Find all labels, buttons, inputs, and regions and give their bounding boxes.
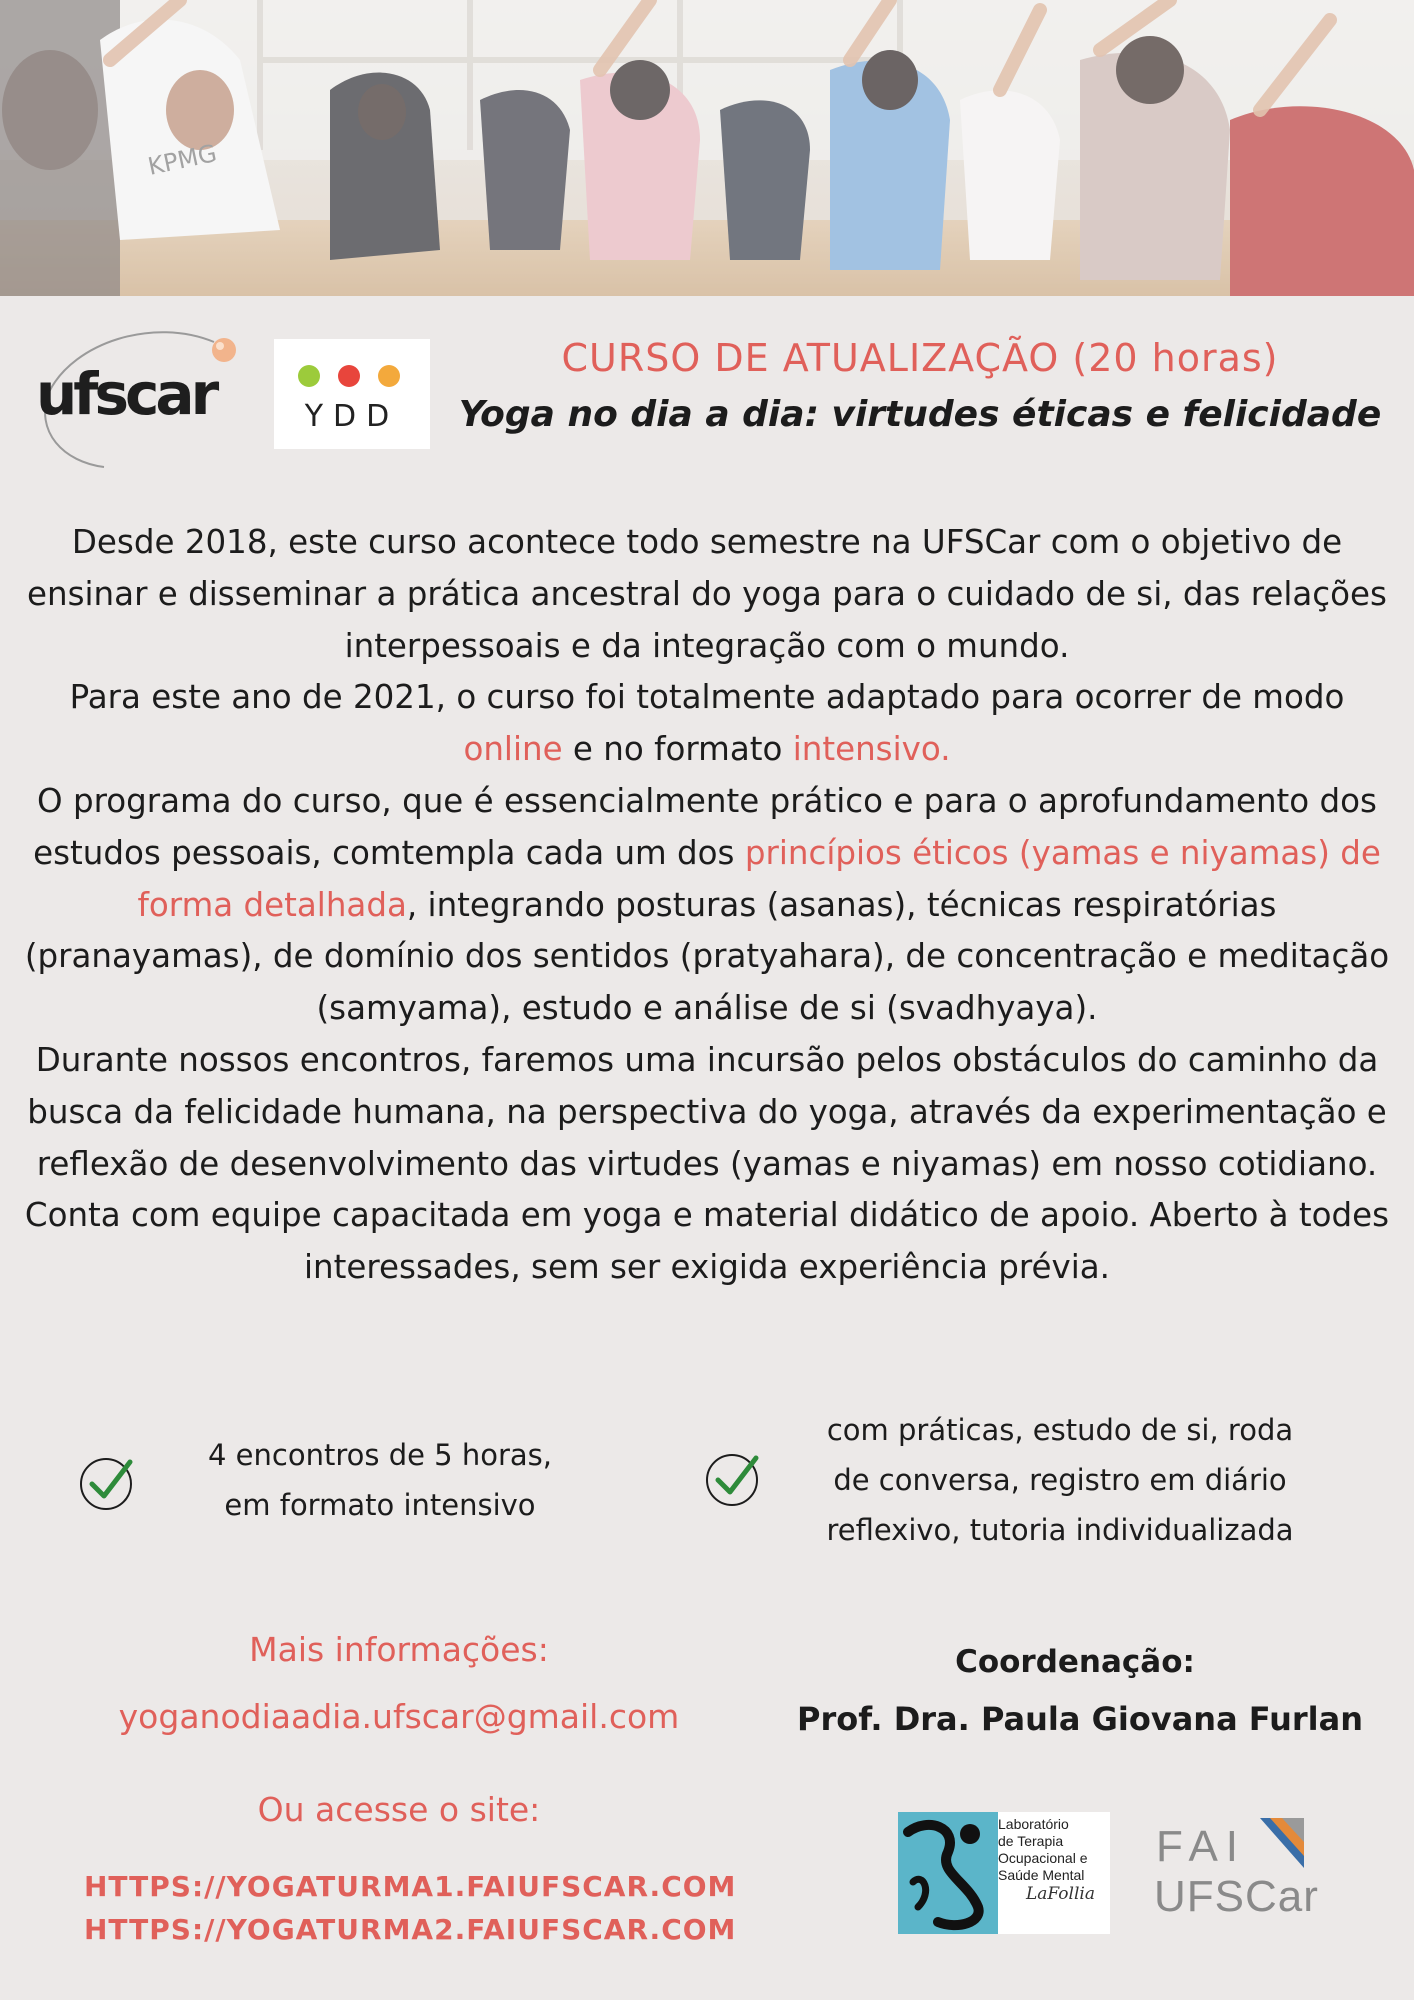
ydd-logo — [274, 339, 430, 449]
hero-photo — [0, 0, 1414, 296]
lab-logo-text — [998, 1816, 1108, 1903]
fai-logo-text: FAI — [1156, 1822, 1247, 1871]
lab-script: LaFollia — [1026, 1884, 1095, 1904]
ufscar-logo-text: ufscar — [36, 360, 216, 428]
ydd-logo-text: YDD — [304, 399, 400, 434]
check-icon — [704, 1448, 764, 1508]
fai-logo-mark — [1260, 1818, 1304, 1868]
description-p2-text: Para este ano de 2021, o curso foi totalmente adaptado para ocorrer de modo — [69, 678, 1345, 717]
ydd-dot-green — [298, 365, 320, 387]
description-p2-mid: e no formato — [562, 730, 793, 769]
lab-line-4: Saúde Mental — [998, 1867, 1085, 1883]
description-p5: Conta com equipe capacitada em yoga e material didático de apoio. Aberto à todes interessades, sem ser exigida experiência prévia. — [24, 1196, 1390, 1287]
lab-line-3: Ocupacional e — [998, 1850, 1088, 1866]
description-p4: Durante nossos encontros, faremos uma incursão pelos obstáculos do caminho da busca da felicidade humana, na perspectiva do yoga, através da experimentação e reflexão de desenvolvimento das virtudes (yamas e niyamas) em nosso cotidiano. — [27, 1040, 1387, 1183]
lab-line-2: de Terapia — [998, 1833, 1064, 1849]
feature-left-line1: 4 encontros de 5 horas, — [208, 1438, 552, 1472]
feature-right — [780, 1405, 1340, 1555]
feature-right-line3: reflexivo, tutoria individualizada — [826, 1513, 1294, 1547]
description-p3-after: , integrando posturas (asanas), técnicas respiratórias (pranayamas), de domínio dos sentidos (pratyahara), de concentração e meditação (samyama), estudo e análise de si (svadhyaya). — [24, 885, 1390, 1028]
description-p3-text: O programa do curso, que é essencialmente prático e para o aprofundamento dos estudos pessoais, comtempla cada um dos — [33, 781, 1377, 872]
description-p1: Desde 2018, este curso acontece todo semestre na UFSCar com o objetivo de ensinar e disseminar a prática ancestral do yoga para o cuidado de si, das relações interpessoais e da integração com o mundo. — [27, 523, 1387, 665]
site-link-1[interactable]: HTTPS://YOGATURMA1.FAIUFSCAR.COM — [84, 1870, 737, 1903]
coordinator-name: Prof. Dra. Paula Giovana Furlan — [797, 1700, 1363, 1738]
fai-ufscar-logo — [1152, 1818, 1319, 1928]
fai-logo-subtext: UFSCar — [1154, 1872, 1319, 1921]
shirt-text: KPMG — [145, 139, 220, 181]
ydd-dot-orange — [378, 365, 400, 387]
check-icon — [78, 1452, 138, 1512]
course-kind: CURSO DE ATUALIZAÇÃO (20 horas) — [561, 336, 1279, 380]
coordination-label: Coordenação: — [955, 1644, 1195, 1680]
course-title: Yoga no dia a dia: virtudes éticas e felicidade — [458, 394, 1382, 435]
site-label: Ou acesse o site: — [257, 1790, 541, 1829]
highlight-intensive: intensivo. — [792, 730, 951, 769]
highlight-principles: princípios éticos (yamas e niyamas) de forma detalhada — [137, 833, 1381, 924]
course-description — [24, 517, 1390, 1294]
lab-logo — [898, 1812, 1110, 1934]
lab-line-1: Laboratório — [998, 1816, 1069, 1832]
more-info-label: Mais informações: — [249, 1630, 549, 1669]
feature-left-line2: em formato intensivo — [224, 1488, 536, 1522]
ufscar-logo — [34, 322, 252, 472]
contact-email-link[interactable]: yoganodiaadia.ufscar@gmail.com — [118, 1697, 680, 1736]
description-p2 — [24, 672, 1390, 776]
feature-left — [150, 1430, 610, 1530]
highlight-online: online — [463, 730, 563, 769]
feature-right-line1: com práticas, estudo de si, roda — [826, 1413, 1294, 1447]
description-p3 — [24, 776, 1390, 1035]
site-link-2[interactable]: HTTPS://YOGATURMA2.FAIUFSCAR.COM — [84, 1913, 737, 1946]
feature-right-line2: de conversa, registro em diário — [833, 1463, 1287, 1497]
ydd-dot-red — [338, 365, 360, 387]
